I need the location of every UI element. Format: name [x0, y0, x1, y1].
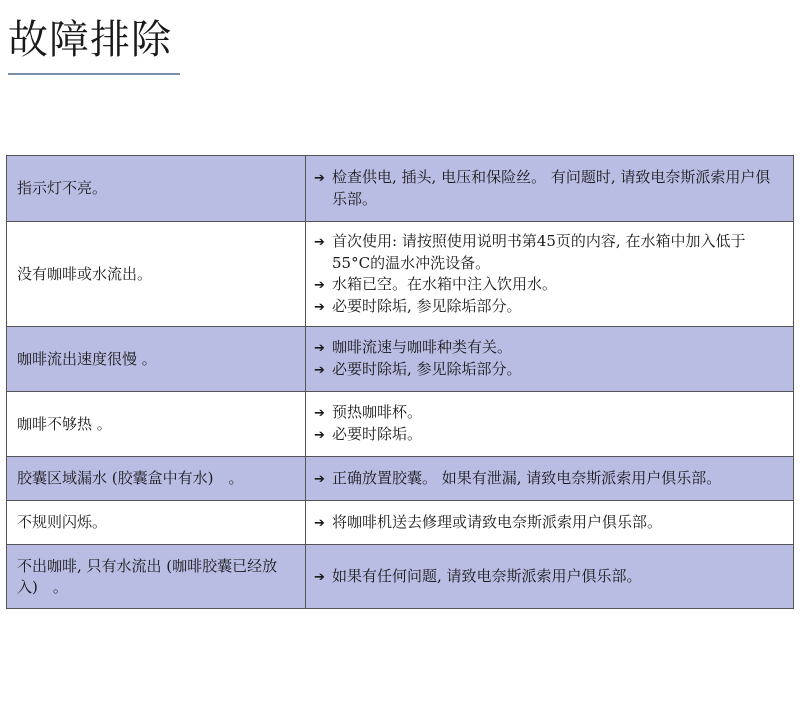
symptom-cell: 胶囊区域漏水 (胶囊盒中有水) 。 [7, 457, 306, 501]
right-arrow-icon: ➔ [314, 234, 325, 250]
right-arrow-icon: ➔ [314, 428, 325, 443]
symptom-cell: 咖啡不够热 。 [7, 392, 306, 457]
remedy-item [314, 274, 783, 296]
remedy-cell [306, 545, 794, 609]
right-arrow-icon: ➔ [314, 277, 325, 293]
table-row [7, 545, 794, 609]
symptom-cell: 不出咖啡, 只有水流出 (咖啡胶囊已经放入) 。 [7, 545, 306, 609]
remedy-text: 正确放置胶囊。 如果有泄漏, 请致电奈斯派索用户俱乐部。 [332, 468, 722, 487]
remedy-text: 预热咖啡杯。 [332, 403, 423, 421]
remedy-item [314, 337, 783, 359]
remedy-text: 必要时除垢, 参见除垢部分。 [332, 360, 522, 378]
troubleshooting-table [6, 155, 794, 609]
remedy-item [314, 167, 783, 210]
remedy-item [314, 468, 783, 490]
symptom-cell: 没有咖啡或水流出。 [7, 222, 306, 327]
remedy-text: 如果有任何问题, 请致电奈斯派索用户俱乐部。 [332, 566, 642, 585]
remedy-text: 首次使用: 请按照使用说明书第45页的内容, 在水箱中加入低于55°C的温水冲洗设备。 [332, 231, 746, 272]
remedy-cell [306, 501, 794, 545]
right-arrow-icon: ➔ [314, 299, 325, 315]
title-underline [8, 73, 180, 75]
table-row [7, 327, 794, 392]
remedy-cell [306, 327, 794, 392]
table-row [7, 222, 794, 327]
remedy-cell [306, 457, 794, 501]
remedy-text: 水箱已空。在水箱中注入饮用水。 [332, 274, 558, 293]
table-row [7, 156, 794, 222]
right-arrow-icon: ➔ [314, 569, 325, 585]
remedy-cell [306, 156, 794, 222]
remedy-text: 检查供电, 插头, 电压和保险丝。 有问题时, 请致电奈斯派索用户俱乐部。 [332, 168, 771, 208]
remedy-item [314, 231, 783, 274]
right-arrow-icon: ➔ [314, 471, 325, 487]
remedy-cell [306, 392, 794, 457]
right-arrow-icon: ➔ [314, 171, 325, 186]
remedy-item [314, 566, 783, 588]
symptom-cell: 不规则闪烁。 [7, 501, 306, 545]
right-arrow-icon: ➔ [314, 515, 325, 531]
symptom-cell: 咖啡流出速度很慢 。 [7, 327, 306, 392]
remedy-text: 咖啡流速与咖啡种类有关。 [332, 338, 513, 356]
remedy-text: 必要时除垢, 参见除垢部分。 [332, 296, 522, 315]
remedy-item [314, 359, 783, 381]
table-row [7, 501, 794, 545]
table-row [7, 392, 794, 457]
remedy-text: 必要时除垢。 [332, 425, 423, 443]
right-arrow-icon: ➔ [314, 406, 325, 421]
remedy-cell [306, 222, 794, 327]
remedy-item [314, 402, 783, 424]
right-arrow-icon: ➔ [314, 363, 325, 378]
right-arrow-icon: ➔ [314, 341, 325, 356]
table-row [7, 457, 794, 501]
page-title: 故障排除 [8, 17, 172, 63]
remedy-text: 将咖啡机送去修理或请致电奈斯派索用户俱乐部。 [332, 512, 663, 531]
remedy-item [314, 424, 783, 446]
symptom-cell: 指示灯不亮。 [7, 156, 306, 222]
remedy-item [314, 296, 783, 318]
remedy-item [314, 512, 783, 534]
